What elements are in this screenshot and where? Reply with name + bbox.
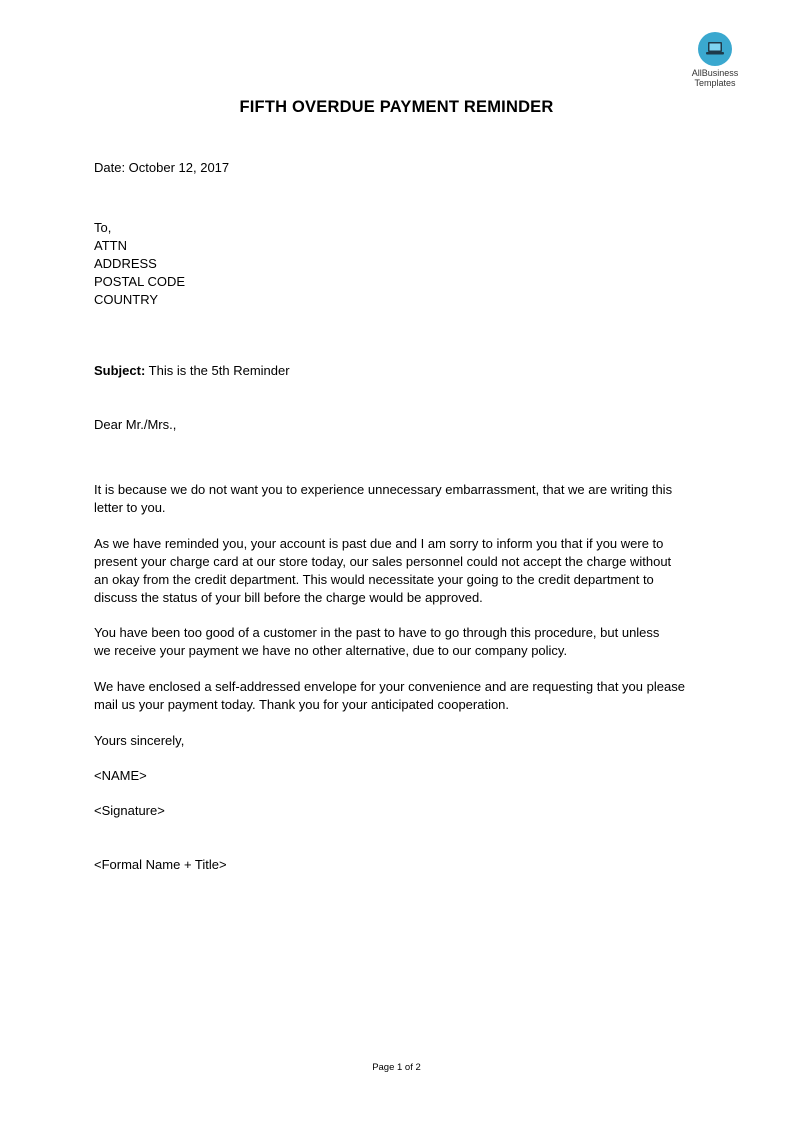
address-country: COUNTRY: [94, 292, 159, 307]
logo-text-line2: Templates: [694, 78, 736, 88]
formal-name-placeholder: <Formal Name + Title>: [94, 857, 227, 872]
paragraph-line: an okay from the credit department. This would necessitate your going to the credit department to: [94, 572, 654, 587]
paragraph-line: discuss the status of your bill before the charge would be approved.: [94, 590, 483, 605]
name-placeholder: <NAME>: [94, 768, 147, 783]
laptop-icon: [705, 40, 725, 57]
page-number: Page 1 of 2: [372, 1062, 421, 1073]
body-paragraph-4: [94, 678, 714, 714]
address-street: ADDRESS: [94, 256, 157, 271]
paragraph-line: letter to you.: [94, 500, 166, 515]
logo-text-line1: AllBusiness: [691, 68, 739, 78]
date-line: Date: October 12, 2017: [94, 160, 230, 175]
paragraph-line: It is because we do not want you to experience unnecessary embarrassment, that we are writing this: [94, 482, 673, 497]
subject-label: Subject:: [94, 363, 146, 378]
recipient-address: [94, 219, 714, 309]
subject-text: This is the 5th Reminder: [145, 363, 290, 378]
paragraph-line: You have been too good of a customer in the past to have to go through this procedure, but unless: [94, 625, 660, 640]
logo-badge: [698, 32, 732, 66]
body-paragraph-2: [94, 535, 714, 607]
address-to: To,: [94, 220, 112, 235]
paragraph-line: We have enclosed a self-addressed envelope for your convenience and are requesting that you please: [94, 679, 685, 694]
paragraph-line: we receive your payment we have no other alternative, due to our company policy.: [94, 643, 568, 658]
closing: Yours sincerely,: [94, 733, 185, 748]
brand-logo[interactable]: [680, 32, 750, 88]
address-attn: ATTN: [94, 238, 127, 253]
address-postal: POSTAL CODE: [94, 274, 186, 289]
page-title: FIFTH OVERDUE PAYMENT REMINDER: [239, 98, 554, 116]
body-paragraph-3: [94, 624, 714, 660]
paragraph-line: present your charge card at our store today, our sales personnel could not accept the charge without: [94, 554, 672, 569]
paragraph-line: mail us your payment today. Thank you for your anticipated cooperation.: [94, 697, 510, 712]
greeting: Dear Mr./Mrs.,: [94, 417, 177, 432]
paragraph-line: As we have reminded you, your account is past due and I am sorry to inform you that if you were to: [94, 536, 664, 551]
signature-placeholder: <Signature>: [94, 803, 165, 818]
body-paragraph-1: [94, 481, 714, 517]
subject-line: [94, 362, 714, 380]
